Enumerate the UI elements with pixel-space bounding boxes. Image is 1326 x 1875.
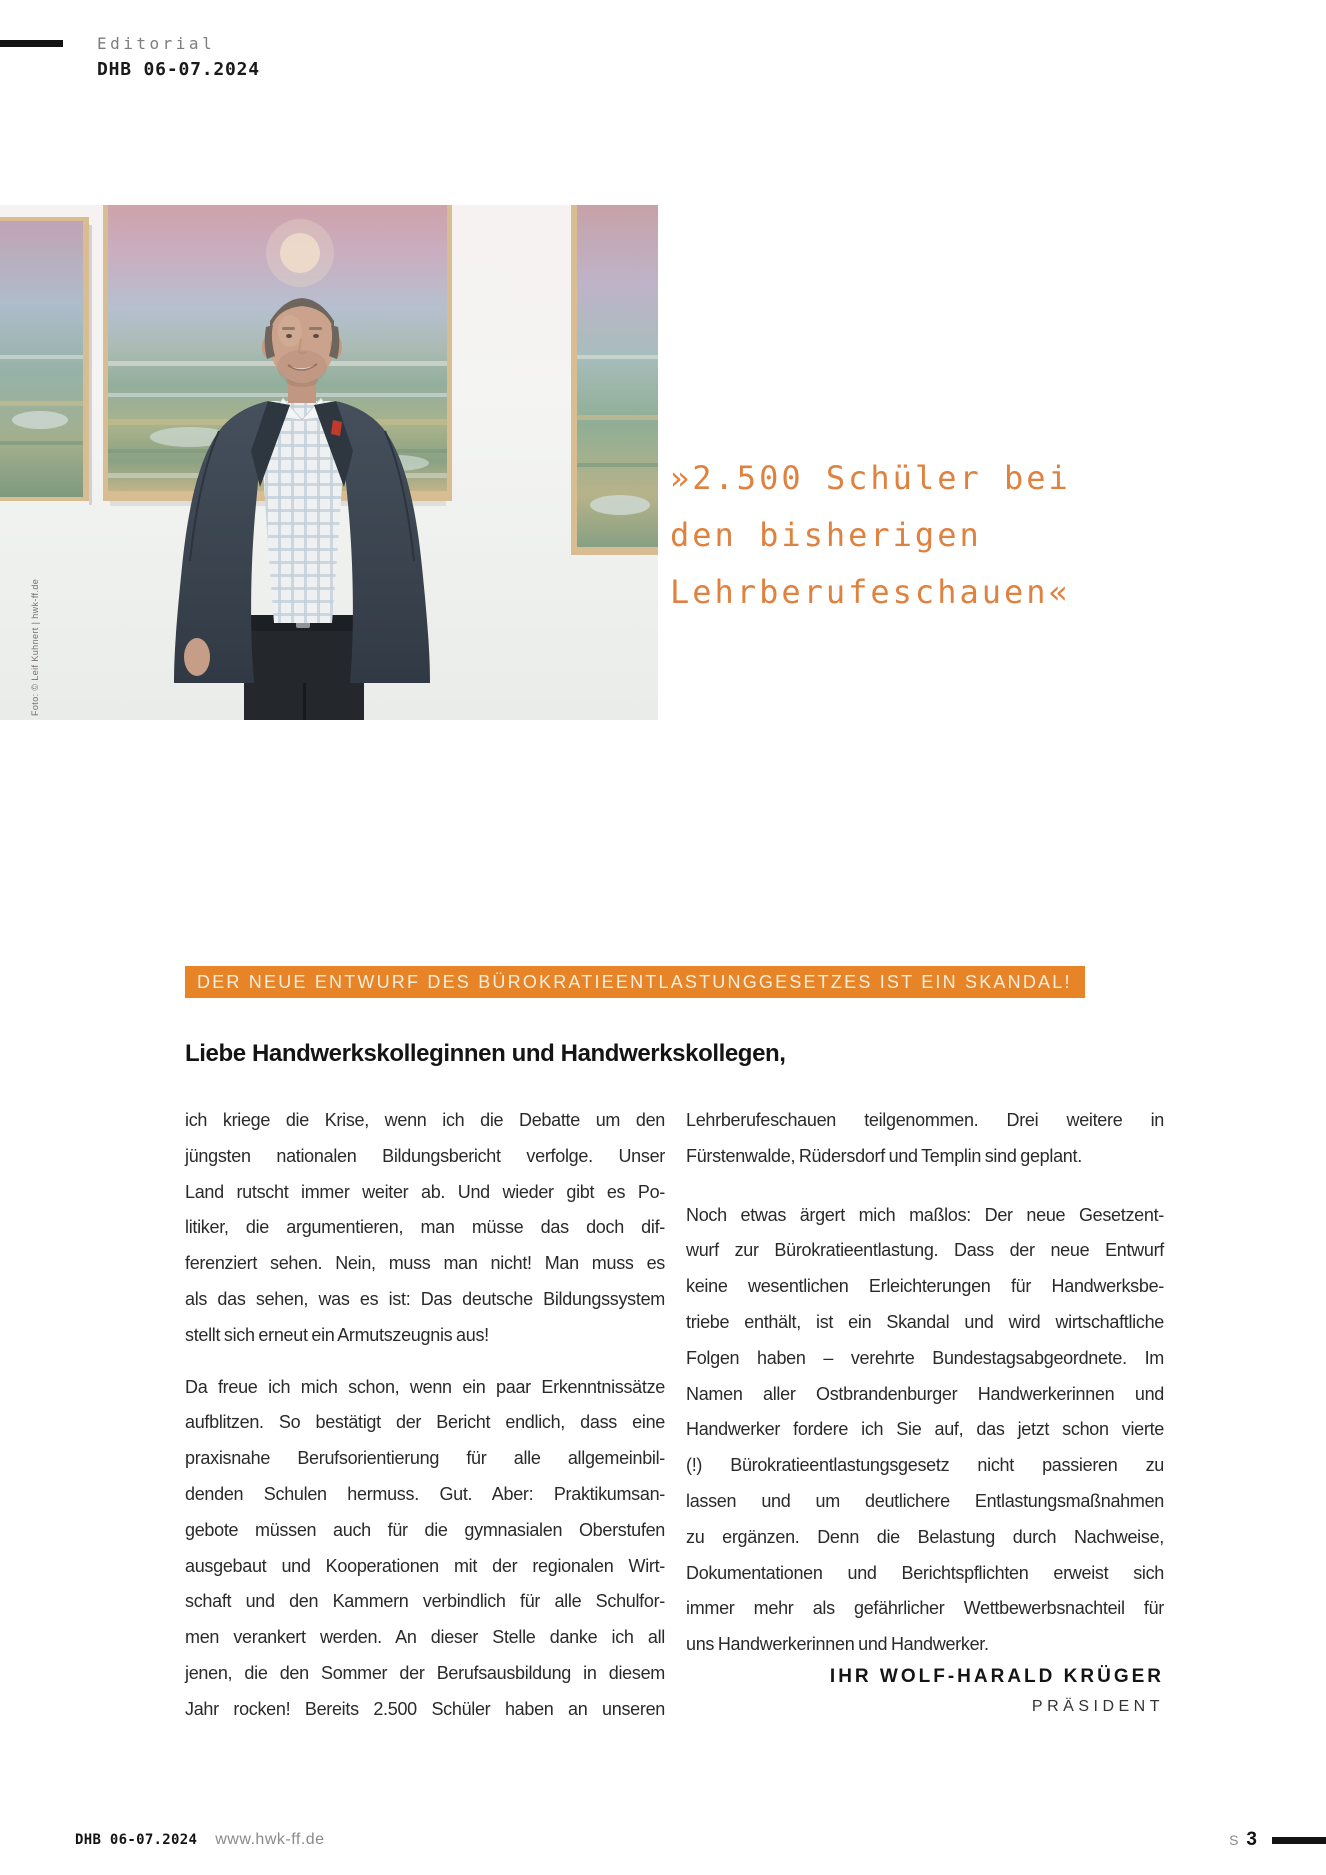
- body-line: Dokumentationen und Berichtspflichten erweist sich: [686, 1562, 1164, 1583]
- article-column-2: [686, 1103, 1164, 1663]
- body-line: Fürstenwalde, Rüdersdorf und Templin sind geplant.: [686, 1145, 1082, 1166]
- pull-quote: [670, 450, 1190, 621]
- pull-quote-line: »2.500 Schüler bei: [670, 459, 1071, 497]
- body-line: ausgebaut und Kooperationen mit der regionalen Wirt-: [185, 1555, 665, 1576]
- footer-page-label: S: [1229, 1832, 1241, 1848]
- body-line: (!) Bürokratieentlastungsgesetz nicht passieren zu: [686, 1455, 1164, 1476]
- body-line: wurf zur Bürokratieentlastung. Dass der neue Entwurf: [686, 1240, 1164, 1261]
- footer-issue: DHB 06-07.2024: [75, 1832, 198, 1848]
- body-line: Namen aller Ostbrandenburger Handwerkerinnen und: [686, 1383, 1164, 1404]
- body-line: ich kriege die Krise, wenn ich die Debatte um den: [185, 1110, 665, 1130]
- body-paragraph: [686, 1103, 1164, 1175]
- salutation: Liebe Handwerkskolleginnen und Handwerkskollegen,: [185, 1040, 786, 1067]
- body-line: Handwerker fordere ich Sie auf, das jetzt schon vierte: [686, 1419, 1164, 1440]
- body-line: litiker, die argumentieren, man müsse das doch dif-: [185, 1217, 665, 1238]
- body-line: zu ergänzen. Denn die Belastung durch Nachweise,: [686, 1526, 1164, 1547]
- body-line: uns Handwerkerinnen und Handwerker.: [686, 1634, 989, 1655]
- body-line: Da freue ich mich schon, wenn ein paar Erkenntnissätze: [185, 1376, 665, 1397]
- body-line: als das sehen, was es ist: Das deutsche Bildungssystem: [185, 1288, 665, 1309]
- header-rule: [0, 40, 63, 47]
- body-line: jenen, die den Sommer der Berufsausbildung in diesem: [185, 1662, 665, 1683]
- body-line: stellt sich erneut ein Armutszeugnis aus!: [185, 1324, 489, 1345]
- header-issue: DHB 06-07.2024: [97, 59, 260, 80]
- footer-url: www.hwk-ff.de: [215, 1831, 325, 1848]
- signature-block: [686, 1666, 1164, 1716]
- body-line: Folgen haben – verehrte Bundestagsabgeordnete. Im: [686, 1347, 1164, 1368]
- painting-right: [571, 205, 658, 555]
- footer-rule: [1272, 1837, 1326, 1844]
- photo-credit: Foto: © Leif Kuhnert | hwk-ff.de: [30, 578, 40, 716]
- footer-pagination: [1229, 1829, 1326, 1851]
- painting-left: [0, 217, 92, 505]
- body-line: immer mehr als gefährlicher Wettbewerbsnachteil für: [686, 1598, 1164, 1619]
- body-line: jüngsten nationalen Bildungsbericht verfolge. Unser: [185, 1145, 665, 1166]
- body-line: lassen und um deutlichere Entlastungsmaßnahmen: [686, 1490, 1164, 1511]
- body-line: keine wesentlichen Erleichterungen für Handwerksbe-: [686, 1276, 1164, 1297]
- body-line: triebe enthält, ist ein Skandal und wird wirtschaftliche: [686, 1311, 1164, 1332]
- body-line: praxisnahe Berufsorientierung für alle allgemeinbil-: [185, 1448, 665, 1469]
- body-line: Jahr rocken! Bereits 2.500 Schüler haben an unseren: [185, 1698, 665, 1719]
- pull-quote-line: Lehrberufeschauen«: [670, 573, 1071, 611]
- body-line: men verankert werden. An dieser Stelle danke ich all: [185, 1627, 665, 1648]
- section-label: Editorial: [97, 34, 216, 53]
- topic-banner: DER NEUE ENTWURF DES BÜROKRATIEENTLASTUNGGESETZES IST EIN SKANDAL!: [185, 966, 1085, 998]
- body-line: ferenziert sehen. Nein, muss man nicht! Man muss es: [185, 1253, 665, 1274]
- body-line: gebote müssen auch für die gymnasialen Oberstufen: [185, 1519, 665, 1540]
- body-line: Noch etwas ärgert mich maßlos: Der neue Gesetzent-: [686, 1204, 1164, 1225]
- body-line: schaft und den Kammern verbindlich für alle Schulfor-: [185, 1591, 665, 1612]
- article-column-1: [185, 1103, 665, 1728]
- body-paragraph: [185, 1370, 665, 1728]
- footer-page-number: 3: [1246, 1829, 1257, 1850]
- body-paragraph: [686, 1198, 1164, 1663]
- pull-quote-line: den bisherigen: [670, 516, 982, 554]
- editorial-photo-art: [0, 205, 658, 720]
- body-line: Lehrberufeschauen teilgenommen. Drei weitere in: [686, 1110, 1164, 1130]
- body-line: Land rutscht immer weiter ab. Und wieder gibt es Po-: [185, 1181, 665, 1202]
- body-line: denden Schulen hermuss. Gut. Aber: Praktikumsan-: [185, 1483, 665, 1504]
- footer: [75, 1831, 325, 1851]
- editorial-photo: [0, 205, 658, 720]
- signature-name: IHR WOLF-HARALD KRÜGER: [829, 1666, 1164, 1687]
- signature-title: PRÄSIDENT: [1031, 1698, 1164, 1715]
- body-paragraph: [185, 1103, 665, 1354]
- body-line: aufblitzen. So bestätigt der Bericht endlich, dass eine: [185, 1412, 665, 1433]
